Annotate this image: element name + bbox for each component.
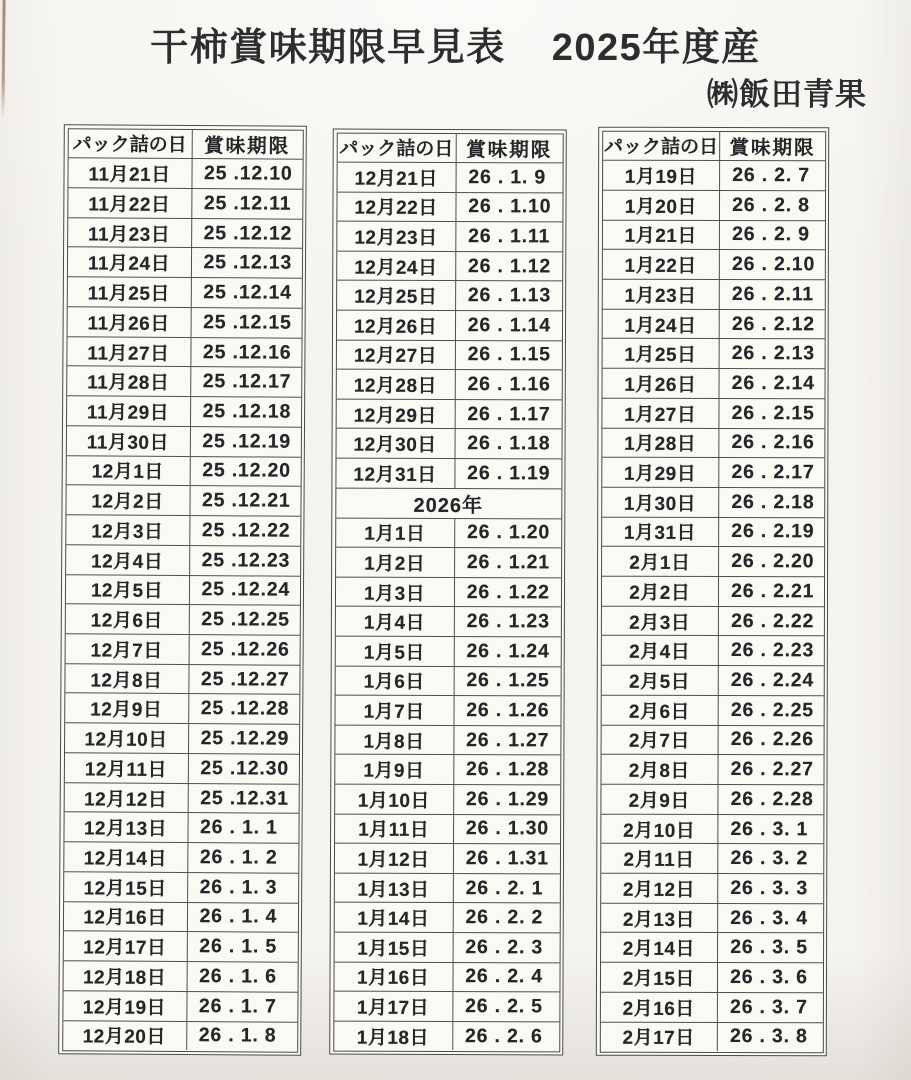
expiry-table-1 (58, 124, 307, 1055)
expiry-date-cell: 26 . 2. 1 (465, 876, 544, 899)
pack-date-cell: 1月2日 (336, 548, 455, 577)
pack-date-cell: 2月2日 (601, 577, 719, 606)
pack-date-cell: 12月20日 (63, 1021, 187, 1050)
table-row (67, 248, 301, 279)
table-row (601, 755, 823, 785)
expiry-date-cell: 26 . 1. 8 (198, 1024, 277, 1047)
pack-date-cell: 2月7日 (601, 725, 719, 754)
table-row (602, 250, 824, 280)
pack-date-cell: 1月8日 (335, 725, 454, 754)
pack-date-cell: 11月22日 (68, 188, 192, 217)
pack-date-cell: 1月15日 (334, 933, 453, 962)
table-row (336, 340, 561, 370)
table-row (601, 696, 823, 726)
pack-date-cell: 12月7日 (65, 634, 189, 663)
expiry-date-cell: 25 .12.31 (200, 786, 289, 810)
expiry-date-cell: 26 . 2.18 (731, 490, 815, 514)
table-header-row (68, 129, 302, 160)
pack-date-cell: 1月16日 (334, 962, 453, 991)
pack-date-column-header: パック詰の日 (337, 133, 456, 162)
table-row (334, 962, 559, 992)
pack-date-cell: 1月25日 (602, 339, 720, 368)
expiry-date-cell: 26 . 1.10 (468, 195, 552, 218)
expiry-date-cell: 25 .12.22 (201, 519, 291, 542)
table-row (602, 339, 824, 369)
table-row (601, 933, 823, 963)
expiry-date-cell: 26 . 1.17 (467, 402, 551, 426)
table-row (336, 459, 561, 489)
expiry-date-cell: 26 . 1.30 (465, 817, 549, 840)
pack-date-cell: 12月13日 (64, 813, 188, 842)
pack-date-cell: 12月1日 (66, 456, 190, 485)
expiry-date-cell: 26 . 1.15 (467, 343, 551, 366)
pack-date-cell: 1月24日 (602, 309, 720, 338)
table-row (601, 725, 823, 755)
pack-date-cell: 1月14日 (334, 903, 453, 932)
expiry-date-cell: 26 . 2.21 (731, 579, 815, 603)
pack-date-cell: 12月19日 (63, 991, 187, 1020)
expiry-date-cell: 26 . 1.11 (468, 225, 551, 248)
page-title-year: 2025年度産 (551, 27, 761, 69)
pack-date-cell: 1月10日 (335, 785, 454, 814)
pack-date-cell: 12月18日 (63, 961, 187, 990)
expiry-date-cell: 26 . 1.13 (467, 284, 552, 307)
table-row (600, 963, 822, 993)
table-row (65, 605, 299, 636)
expiry-date-cell: 26 . 2. 3 (465, 935, 544, 959)
table-row (65, 723, 299, 754)
table-row (63, 1021, 297, 1051)
pack-date-cell: 12月16日 (63, 902, 187, 931)
pack-date-cell: 12月17日 (63, 932, 187, 961)
expiry-date-cell: 25 .12.20 (202, 459, 291, 483)
table-row (337, 163, 562, 193)
expiry-date-cell: 26 . 2. 8 (732, 193, 810, 217)
expiry-date-cell: 26 . 2.27 (730, 758, 814, 781)
expiry-date-cell: 26 . 1.23 (466, 610, 550, 633)
pack-date-cell: 12月25日 (337, 281, 456, 310)
table-grid (333, 132, 564, 1052)
expiry-date-cell: 26 . 3. 6 (730, 966, 808, 989)
table-row (65, 634, 299, 665)
expiry-date-cell: 26 . 1.22 (466, 580, 550, 604)
table-row (65, 575, 299, 606)
table-row (336, 311, 561, 341)
expiry-date-cell: 26 . 2.26 (730, 728, 814, 751)
table-row (600, 1022, 822, 1051)
expiry-date-cell: 26 . 1.12 (467, 254, 552, 278)
expiry-date-cell: 26 . 3. 5 (730, 936, 808, 959)
pack-date-cell: 1月17日 (334, 992, 453, 1021)
pack-date-cell: 2月6日 (601, 696, 719, 725)
expiry-date-cell: 26 . 1.29 (465, 787, 550, 811)
table-row (334, 844, 559, 874)
pack-date-cell: 12月31日 (336, 459, 455, 488)
expiry-date-cell: 25 .12.29 (200, 727, 290, 750)
pack-date-cell: 1月5日 (335, 637, 454, 666)
expiry-date-cell: 25 .12.10 (203, 162, 293, 185)
pack-date-cell: 2月17日 (600, 1022, 718, 1051)
expiry-date-cell: 26 . 3. 3 (730, 876, 809, 900)
expiry-date-cell: 26 . 3. 8 (729, 1025, 808, 1048)
pack-date-cell: 12月27日 (336, 340, 455, 369)
pack-date-cell: 12月8日 (65, 664, 189, 693)
table-row (603, 161, 825, 191)
table-row (335, 785, 560, 815)
pack-date-cell: 12月21日 (337, 163, 456, 192)
expiry-date-cell: 26 . 2. 5 (465, 994, 543, 1018)
pack-date-cell: 12月14日 (64, 842, 188, 871)
table-row (66, 515, 300, 546)
expiry-date-cell: 26 . 1. 2 (199, 846, 278, 869)
pack-date-cell: 2月9日 (601, 785, 719, 814)
table-row (601, 814, 823, 844)
pack-date-cell: 1月3日 (335, 577, 454, 606)
pack-date-cell: 1月26日 (602, 369, 720, 398)
expiry-date-cell: 26 . 2.24 (730, 669, 815, 692)
expiry-table-2 (329, 129, 567, 1056)
pack-date-cell: 11月25日 (67, 277, 191, 306)
table-row (602, 488, 824, 518)
table-row (66, 456, 300, 487)
table-row (602, 517, 824, 547)
pack-date-cell: 1月6日 (335, 666, 454, 695)
expiry-date-cell: 26 . 1.21 (466, 551, 551, 574)
pack-date-cell: 1月18日 (334, 1021, 453, 1050)
table-row (65, 694, 299, 725)
expiry-date-cell: 26 . 2.22 (731, 609, 815, 632)
pack-date-cell: 12月29日 (336, 399, 455, 428)
expiry-column-header: 賞味期限 (204, 134, 291, 158)
table-row (64, 783, 298, 814)
table-row (63, 902, 297, 933)
table-row (335, 696, 560, 726)
table-row (63, 961, 297, 992)
company-name: ㈱飯田青果 (707, 77, 867, 112)
expiry-date-cell: 26 . 2.20 (731, 550, 815, 573)
expiry-date-cell: 26 . 1.31 (465, 847, 549, 870)
expiry-date-cell: 25 .12.14 (203, 281, 292, 304)
table-row (67, 367, 301, 398)
table-row (336, 399, 561, 429)
expiry-date-cell: 25 .12.16 (202, 340, 292, 364)
page-title-main: 干柿賞味期限早見表 (150, 27, 506, 69)
pack-date-cell: 12月9日 (65, 694, 189, 723)
expiry-date-cell: 26 . 1. 3 (199, 875, 278, 899)
table-row (334, 903, 559, 933)
pack-date-cell: 12月28日 (336, 370, 455, 399)
expiry-date-cell: 26 . 2. 6 (465, 1024, 543, 1047)
expiry-date-cell: 26 . 1.14 (467, 313, 551, 337)
table-row (335, 755, 560, 785)
pack-date-cell: 1月23日 (602, 280, 720, 309)
pack-date-cell: 12月3日 (66, 515, 190, 544)
table-row (63, 932, 297, 963)
table-row (64, 842, 298, 873)
pack-date-cell: 2月5日 (601, 666, 719, 695)
pack-date-cell: 2月10日 (601, 814, 719, 843)
pack-date-cell: 12月30日 (336, 429, 455, 458)
table-header-row (603, 131, 825, 161)
table-row (336, 518, 561, 548)
pack-date-cell: 2月15日 (600, 963, 718, 992)
expiry-date-cell: 26 . 2. 7 (732, 164, 810, 187)
table-row (602, 309, 824, 339)
table-row (67, 277, 301, 308)
pack-date-cell: 1月4日 (335, 607, 454, 636)
table-row (602, 399, 824, 429)
expiry-date-cell: 26 . 1.16 (467, 373, 551, 396)
table-row (601, 636, 823, 666)
expiry-date-cell: 25 .12.30 (200, 756, 290, 780)
table-row (601, 785, 823, 815)
table-row (334, 1021, 559, 1050)
pack-date-cell: 1月21日 (602, 220, 720, 249)
pack-date-cell: 11月24日 (67, 248, 191, 277)
table-row (66, 426, 300, 457)
table-row (602, 547, 824, 577)
pack-date-cell: 1月7日 (335, 696, 454, 725)
pack-date-cell: 2月4日 (601, 636, 719, 665)
table-row (64, 872, 298, 903)
pack-date-cell: 1月12日 (334, 844, 453, 873)
expiry-date-cell: 26 . 1. 6 (199, 965, 277, 988)
pack-date-cell: 1月30日 (602, 488, 720, 517)
pack-date-cell: 12月4日 (66, 545, 190, 574)
expiry-date-cell: 26 . 1. 1 (199, 816, 278, 839)
expiry-date-cell: 26 . 1.18 (467, 432, 551, 455)
pack-date-cell: 1月11日 (335, 814, 454, 843)
pack-date-cell: 1月19日 (603, 161, 721, 190)
table-row (334, 992, 559, 1022)
pack-date-cell: 1月20日 (602, 191, 720, 220)
pack-date-cell: 1月22日 (602, 250, 720, 279)
expiry-date-cell: 26 . 1.28 (466, 758, 550, 781)
pack-date-cell: 11月26日 (67, 307, 191, 336)
pack-date-cell: 2月3日 (601, 606, 719, 635)
expiry-date-cell: 26 . 2.15 (731, 401, 815, 424)
expiry-date-cell: 26 . 3. 7 (730, 995, 808, 1018)
pack-date-cell: 12月24日 (337, 251, 456, 280)
pack-date-cell: 12月22日 (337, 192, 456, 221)
expiry-date-cell: 25 .12.23 (201, 548, 291, 572)
year-divider-label: 2026年 (413, 494, 484, 517)
pack-date-cell: 2月1日 (602, 547, 720, 576)
expiry-date-cell: 26 . 2.11 (731, 282, 814, 306)
expiry-date-cell: 26 . 2.17 (731, 461, 815, 484)
expiry-date-cell: 26 . 2.25 (730, 698, 814, 721)
table-row (602, 220, 824, 250)
table-row (68, 218, 302, 249)
table-row (601, 874, 823, 904)
expiry-date-cell: 25 .12.12 (203, 221, 293, 245)
expiry-date-cell: 26 . 1.19 (467, 461, 551, 485)
pack-date-column-header: パック詰の日 (68, 129, 192, 158)
table-row (337, 222, 562, 252)
table-header-row (337, 133, 562, 163)
table-row (601, 577, 823, 607)
pack-date-cell: 12月15日 (64, 872, 188, 901)
table-row (65, 664, 299, 695)
pack-date-cell: 11月28日 (67, 367, 191, 396)
table-row (337, 192, 562, 222)
expiry-date-cell: 26 . 2.10 (731, 253, 816, 276)
expiry-date-cell: 26 . 1.20 (466, 521, 551, 544)
expiry-date-cell: 26 . 1.26 (466, 699, 550, 722)
table-row (334, 873, 559, 903)
pack-date-cell: 2月16日 (600, 993, 718, 1022)
expiry-date-cell: 25 .12.15 (203, 310, 292, 334)
pack-date-cell: 11月30日 (66, 426, 190, 455)
table-row (68, 159, 302, 190)
pack-date-cell: 11月23日 (68, 218, 192, 247)
expiry-table-3 (596, 127, 829, 1057)
pack-date-cell: 2月12日 (601, 874, 719, 903)
pack-date-cell: 2月14日 (601, 933, 719, 962)
expiry-date-cell: 25 .12.11 (203, 191, 292, 215)
pack-date-cell: 12月2日 (66, 486, 190, 515)
expiry-date-cell: 26 . 3. 4 (730, 906, 809, 929)
expiry-date-cell: 25 .12.18 (202, 400, 292, 423)
table-row (335, 577, 560, 607)
table-row (602, 191, 824, 221)
table-row (602, 280, 824, 310)
table-row (67, 337, 301, 368)
expiry-date-cell: 25 .12.19 (202, 429, 292, 453)
year-divider-row (336, 488, 561, 519)
expiry-date-cell: 26 . 2.23 (730, 639, 815, 662)
expiry-date-cell: 26 . 1.24 (466, 639, 550, 663)
table-row (335, 637, 560, 667)
table-row (64, 753, 298, 784)
table-row (602, 369, 824, 399)
table-row (67, 307, 301, 338)
page-title (0, 16, 911, 71)
expiry-date-cell: 25 .12.21 (201, 489, 291, 512)
expiry-date-cell: 25 .12.27 (200, 667, 290, 691)
table-row (336, 548, 561, 578)
pack-date-cell: 1月28日 (602, 428, 720, 457)
expiry-date-cell: 25 .12.24 (201, 578, 291, 602)
expiry-date-cell: 26 . 1. 4 (199, 905, 278, 929)
expiry-date-cell: 25 .12.17 (202, 370, 292, 393)
expiry-date-cell: 26 . 2. 4 (465, 965, 543, 988)
table-row (601, 666, 823, 696)
table-row (335, 725, 560, 755)
expiry-date-cell: 25 .12.28 (200, 697, 290, 720)
table-row (602, 428, 824, 458)
table-row (602, 458, 824, 488)
pack-date-cell: 12月11日 (64, 753, 188, 782)
table-row (335, 814, 560, 844)
expiry-date-cell: 26 . 1.27 (466, 728, 550, 751)
pack-date-cell: 1月1日 (336, 518, 455, 547)
pack-date-column-header: パック詰の日 (603, 131, 721, 160)
table-row (335, 607, 560, 637)
expiry-date-cell: 26 . 1. 5 (199, 935, 278, 958)
pack-date-cell: 12月26日 (336, 311, 455, 340)
table-row (63, 991, 297, 1022)
pack-date-cell: 12月6日 (65, 605, 189, 634)
expiry-date-cell: 26 . 2.16 (731, 431, 815, 454)
expiry-date-cell: 26 . 3. 1 (730, 817, 809, 840)
table-row (335, 666, 560, 696)
expiry-date-cell: 26 . 2.28 (730, 787, 814, 811)
pack-date-cell: 1月13日 (334, 873, 453, 902)
expiry-date-cell: 26 . 1. 7 (198, 994, 277, 1018)
table-row (66, 486, 300, 517)
table-row (334, 933, 559, 963)
expiry-date-cell: 25 .12.26 (201, 637, 290, 661)
table-row (600, 993, 822, 1023)
expiry-column-header: 賞味期限 (729, 136, 816, 160)
pack-date-cell: 2月8日 (601, 755, 719, 784)
table-row (68, 188, 302, 219)
pack-date-cell: 1月27日 (602, 399, 720, 428)
expiry-date-cell: 26 . 2.13 (731, 342, 815, 365)
pack-date-cell: 12月10日 (65, 723, 189, 752)
expiry-date-cell: 26 . 1. 9 (468, 165, 547, 189)
expiry-date-cell: 25 .12.25 (201, 608, 290, 631)
table-grid (62, 128, 304, 1052)
pack-date-cell: 1月31日 (602, 517, 720, 546)
expiry-date-cell: 26 . 1.25 (466, 669, 550, 692)
expiry-date-cell: 26 . 2. 2 (465, 906, 544, 929)
table-row (66, 396, 300, 427)
pack-date-cell: 12月23日 (337, 222, 456, 251)
table-row (337, 281, 562, 311)
table-row (336, 429, 561, 459)
pack-date-cell: 1月29日 (602, 458, 720, 487)
table-grid (599, 130, 825, 1053)
table-row (601, 844, 823, 874)
table-row (66, 545, 300, 576)
pack-date-cell: 2月11日 (601, 844, 719, 873)
pack-date-cell: 12月12日 (64, 783, 188, 812)
expiry-column-header: 賞味期限 (466, 138, 553, 162)
pack-date-cell: 11月21日 (68, 159, 192, 188)
expiry-date-cell: 26 . 2.19 (731, 520, 815, 543)
pack-date-cell: 1月9日 (335, 755, 454, 784)
expiry-date-cell: 26 . 2.12 (731, 312, 815, 335)
table-row (601, 903, 823, 933)
expiry-date-cell: 26 . 3. 2 (730, 847, 809, 870)
expiry-date-cell: 25 .12.13 (203, 251, 293, 274)
table-row (64, 813, 298, 844)
pack-date-cell: 11月27日 (67, 337, 191, 366)
pack-date-cell: 11月29日 (67, 396, 191, 425)
table-row (601, 606, 823, 636)
table-row (337, 251, 562, 281)
expiry-date-cell: 26 . 2.14 (731, 372, 815, 395)
pack-date-cell: 2月13日 (601, 903, 719, 932)
pack-date-cell: 12月5日 (65, 575, 189, 604)
table-row (336, 370, 561, 400)
expiry-date-cell: 26 . 2. 9 (732, 223, 810, 246)
